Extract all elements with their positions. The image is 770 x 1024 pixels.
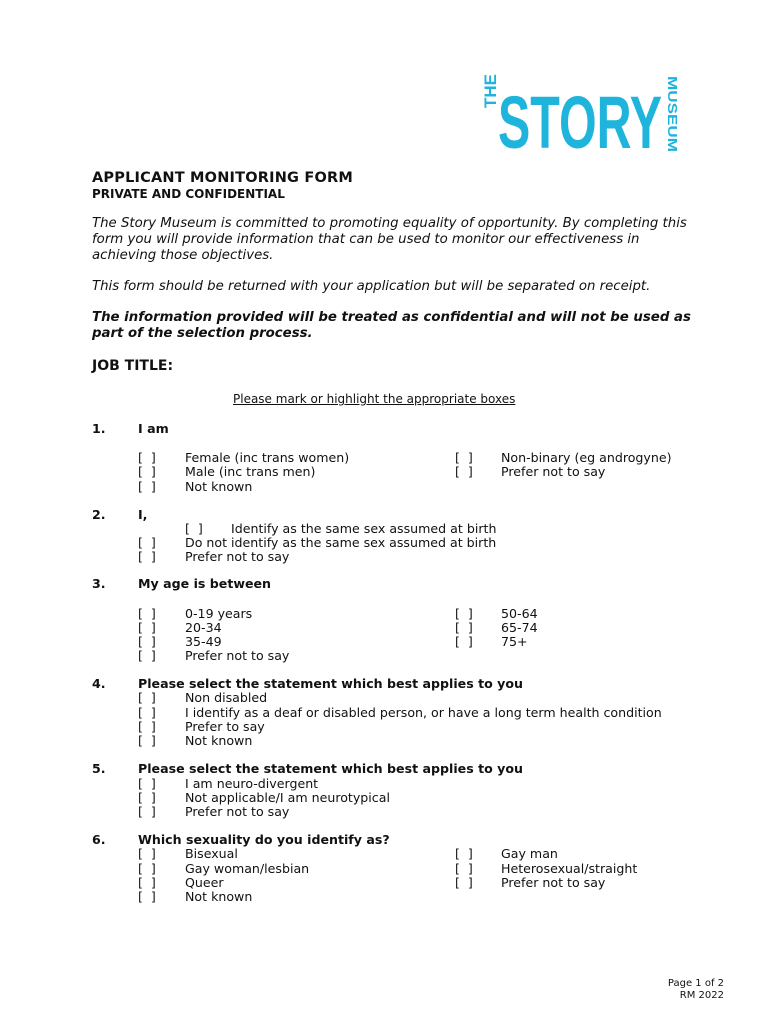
question-number: 6.	[92, 832, 106, 847]
option-label: 65-74	[501, 620, 538, 635]
option-label: 50-64	[501, 606, 538, 621]
checkbox-not-known[interactable]: [ ]	[138, 889, 156, 904]
checkbox-neuro-divergent[interactable]: [ ]	[138, 776, 156, 791]
checkbox-prefer-not[interactable]: [ ]	[138, 549, 156, 564]
intro-paragraph: The Story Museum is committed to promoting equality of opportunity. By completing this form you will provide information that can be used to monitor our effectiveness in achieving those objectives.	[92, 216, 687, 263]
checkbox-male[interactable]: [ ]	[138, 464, 156, 479]
option-label: Prefer not to say	[185, 648, 290, 663]
checkbox-heterosexual[interactable]: [ ]	[455, 861, 473, 876]
instruction-text: Please mark or highlight the appropriate boxes	[233, 392, 516, 406]
question-number: 2.	[92, 507, 106, 522]
option-label: Non disabled	[185, 690, 268, 705]
question-number: 3.	[92, 576, 106, 591]
confidential-notice: The information provided will be treated as confidential and will not be used as part of the selection process.	[92, 310, 691, 341]
checkbox-age-65-74[interactable]: [ ]	[455, 620, 473, 635]
question-number: 1.	[92, 421, 106, 436]
option-label: Prefer not to say	[185, 549, 290, 564]
checkbox-prefer-not[interactable]: [ ]	[455, 464, 473, 479]
checkbox-age-35-49[interactable]: [ ]	[138, 634, 156, 649]
option-label: 35-49	[185, 634, 222, 649]
option-label: Non-binary (eg androgyne)	[501, 450, 672, 465]
checkbox-prefer-not[interactable]: [ ]	[138, 804, 156, 819]
option-label: Queer	[185, 875, 224, 890]
option-label: Not known	[185, 479, 253, 494]
option-label: Heterosexual/straight	[501, 861, 638, 876]
option-label: Gay woman/lesbian	[185, 861, 310, 876]
logo-museum-text: MUSEUM	[665, 76, 680, 134]
question-number: 5.	[92, 761, 106, 776]
story-museum-logo	[478, 66, 683, 158]
checkbox-same-sex[interactable]: [ ]	[185, 521, 203, 536]
revision-ref: RM 2022	[679, 990, 724, 1001]
option-label: 20-34	[185, 620, 222, 635]
option-label: Not applicable/I am neurotypical	[185, 790, 390, 805]
option-label: I identify as a deaf or disabled person, or have a long term health condition	[185, 705, 662, 720]
checkbox-age-50-64[interactable]: [ ]	[455, 606, 473, 621]
option-label: Bisexual	[185, 846, 238, 861]
checkbox-disabled[interactable]: [ ]	[138, 705, 156, 720]
checkbox-age-0-19[interactable]: [ ]	[138, 606, 156, 621]
checkbox-gay-man[interactable]: [ ]	[455, 846, 473, 861]
option-label: 75+	[501, 634, 528, 649]
option-label: Not known	[185, 733, 253, 748]
option-label: Not known	[185, 889, 253, 904]
checkbox-neurotypical[interactable]: [ ]	[138, 790, 156, 805]
checkbox-age-75-plus[interactable]: [ ]	[455, 634, 473, 649]
option-label: Do not identify as the same sex assumed at birth	[185, 535, 497, 550]
checkbox-not-known[interactable]: [ ]	[138, 733, 156, 748]
option-label: Male (inc trans men)	[185, 464, 316, 479]
form-title: APPLICANT MONITORING FORM	[92, 170, 354, 186]
option-label: 0-19 years	[185, 606, 253, 621]
checkbox-prefer-not[interactable]: [ ]	[138, 648, 156, 663]
question-text: Please select the statement which best applies to you	[138, 761, 523, 776]
form-subtitle: PRIVATE AND CONFIDENTIAL	[92, 187, 285, 201]
checkbox-prefer-to-say[interactable]: [ ]	[138, 719, 156, 734]
question-number: 4.	[92, 676, 106, 691]
checkbox-queer[interactable]: [ ]	[138, 875, 156, 890]
option-label: Prefer not to say	[501, 464, 606, 479]
checkbox-gay-woman[interactable]: [ ]	[138, 861, 156, 876]
question-text: I am	[138, 421, 169, 436]
option-label: Prefer to say	[185, 719, 265, 734]
logo-the-text: THE	[481, 74, 500, 108]
question-text: Please select the statement which best applies to you	[138, 676, 523, 691]
checkbox-bisexual[interactable]: [ ]	[138, 846, 156, 861]
checkbox-female[interactable]: [ ]	[138, 450, 156, 465]
logo-story-text: STORY	[498, 81, 662, 158]
question-text: My age is between	[138, 576, 272, 591]
checkbox-age-20-34[interactable]: [ ]	[138, 620, 156, 635]
return-paragraph: This form should be returned with your application but will be separated on receipt.	[92, 279, 651, 294]
checkbox-non-disabled[interactable]: [ ]	[138, 690, 156, 705]
checkbox-not-known[interactable]: [ ]	[138, 479, 156, 494]
job-title-label: JOB TITLE:	[92, 358, 174, 374]
option-label: Prefer not to say	[501, 875, 606, 890]
question-text: I,	[138, 507, 148, 522]
option-label: I am neuro-divergent	[185, 776, 319, 791]
option-label: Female (inc trans women)	[185, 450, 350, 465]
checkbox-non-binary[interactable]: [ ]	[455, 450, 473, 465]
checkbox-prefer-not[interactable]: [ ]	[455, 875, 473, 890]
checkbox-not-same-sex[interactable]: [ ]	[138, 535, 156, 550]
question-text: Which sexuality do you identify as?	[138, 832, 390, 847]
option-label: Identify as the same sex assumed at birth	[231, 521, 497, 536]
page-number: Page 1 of 2	[667, 978, 724, 989]
option-label: Prefer not to say	[185, 804, 290, 819]
option-label: Gay man	[501, 846, 558, 861]
